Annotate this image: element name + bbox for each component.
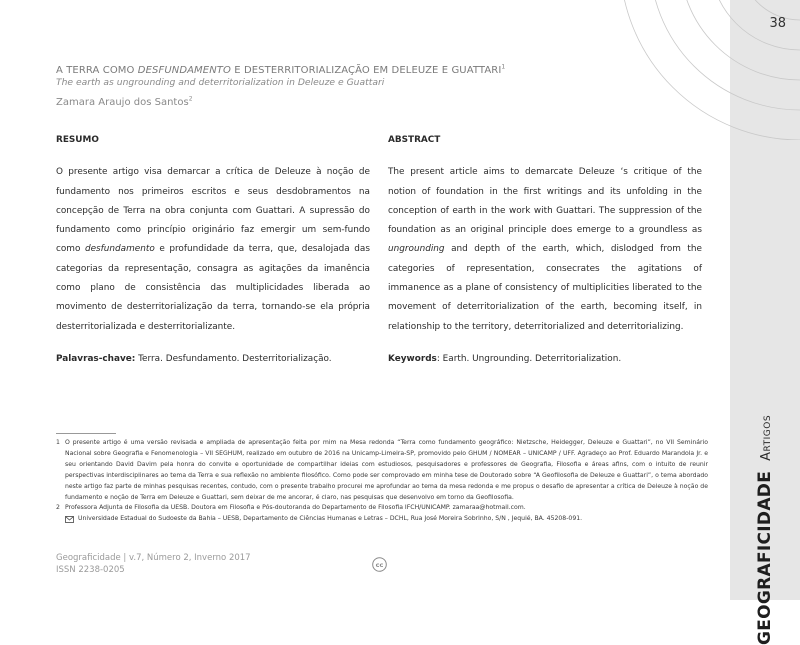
article-title-en: The earth as ungrounding and deterritorialization in Deleuze e Guattari bbox=[56, 77, 385, 88]
creative-commons-icon[interactable] bbox=[372, 557, 387, 572]
title-pt-italic: DESFUNDAMENTO bbox=[137, 65, 231, 76]
resumo-text-part2: e profundidade da terra, que, desalojada das categorias da representação, consagra as agitações da imanência como plano de consistência das multiplicidades liberada ao movimento de desterritorialização da terra, tornando-se ela própria desterritorializada e desterritorializante. bbox=[56, 244, 370, 332]
journal-issue-line: Geograficidade | v.7, Número 2, Inverno 2017 bbox=[56, 553, 251, 563]
abstract-heading: ABSTRACT bbox=[388, 135, 441, 145]
abstract-text-part2: and depth of the earth, which, dislodged from the categories of representation, consecrates the agitations of immanence as a plane of consistency of multiplicities liberated to the movement of deterritorialization of the earth, becoming itself, in relationship to the territory, deterritorialized and deterritorializing. bbox=[388, 244, 702, 332]
resumo-text bbox=[56, 163, 370, 337]
title-pt-part2: E DESTERRITORIALIZAÇÃO EM DELEUZE E GUATTARI bbox=[230, 65, 502, 76]
footnote-2-text: Professora Adjunta de Filosofia da UESB. Doutora em Filosofia e Pós-doutoranda do Departamento de Filosofia IFCH/UNICAMP. zamaraa@hotmail.com. bbox=[65, 504, 526, 512]
abstract-text-italic: ungrounding bbox=[388, 244, 445, 255]
title-pt-part1: A TERRA COMO bbox=[56, 65, 138, 76]
resumo-column bbox=[56, 131, 370, 369]
resumo-keywords-label: Palavras-chave: bbox=[56, 353, 136, 364]
footnote-rule bbox=[56, 433, 116, 434]
cc-badge-text: cc bbox=[375, 561, 384, 569]
footnote-2-address bbox=[56, 514, 708, 525]
footnote-1 bbox=[56, 438, 708, 503]
resumo-text-part1: O presente artigo visa demarcar a crítica de Deleuze à noção de fundamento nos primeiros escritos e seus desdobramentos na concepção de Terra na obra conjunta com Guattari. A supressão do fundamento como princípio originário faz emergir um sem-fundo como bbox=[56, 167, 370, 255]
title-footnote-marker: 1 bbox=[501, 63, 506, 71]
author-name bbox=[56, 97, 656, 108]
article-header bbox=[56, 65, 656, 108]
author-text: Zamara Araujo dos Santos bbox=[56, 97, 189, 108]
abstract-keywords-text: : Earth. Ungrounding. Deterritorialization. bbox=[436, 353, 622, 364]
abstract-text bbox=[388, 163, 702, 337]
abstract-keywords bbox=[388, 350, 702, 369]
journal-name: GEOGRAFICIDADE bbox=[755, 470, 775, 645]
resumo-keywords bbox=[56, 350, 370, 369]
envelope-icon bbox=[65, 516, 74, 523]
article-title-pt bbox=[56, 65, 656, 76]
footnotes bbox=[56, 438, 708, 525]
footnote-2-number: 2 bbox=[56, 504, 60, 512]
abstract-text-part1: The present article aims to demarcate Deleuze ‘s critique of the notion of foundation in the first writings and its unfolding in the conception of earth in the work with Guattari. The suppression of the foundation as an original principle does emerge to a groundless as bbox=[388, 167, 702, 236]
abstract-column bbox=[388, 131, 702, 369]
page-number: 38 bbox=[769, 16, 786, 31]
author-footnote-marker: 2 bbox=[188, 95, 193, 103]
resumo-text-italic: desfundamento bbox=[84, 244, 155, 255]
abstract-keywords-label: Keywords bbox=[388, 353, 437, 364]
footnote-2-address-text: Universidade Estadual do Sudoeste da Bahia – UESB, Departamento de Ciências Humanas e Letras – DCHL, Rua José Moreira Sobrinho, S/N , Jequié, BA. 45208-091. bbox=[78, 515, 583, 523]
journal-section-label bbox=[755, 415, 775, 645]
footnote-2 bbox=[56, 503, 708, 514]
resumo-heading: RESUMO bbox=[56, 135, 99, 145]
section-name: Artigos bbox=[759, 414, 774, 461]
footnote-1-number: 1 bbox=[56, 439, 60, 446]
footnote-1-text: O presente artigo é uma versão revisada e ampliada de apresentação feita por mim na Mesa redonda “Terra como fundamento geográfico: Nietzsche, Heidegger, Deleuze e Guattari”, no VII Seminário Nacional sobre Geografia e Fenomenologia – VII SEGHUM, realizado em outubro de 2016 na Unicamp-Limeira-SP, promovido pelo GHUM / NOMEAR – UNICAMP / UFF. Agradeço ao Prof. Eduardo Marandola Jr. e seu orientando David Davim pela honra do convite e oportunidade de compartilhar ideias com estudiosos, pesquisadores e professores de Geografia, Filosofia e áreas afins, com o intuito de reunir perspectivas interdisciplinares ao tema da Terra e sua reflexão no ambiente filosófico. Como pode ser comprovado em minha tese de Doutorado sobre “A Geofilosofia de Deleuze e Guattari”, o tema abordado neste artigo faz parte de minhas pesquisas recentes, contudo, com o presente trabalho procurei me aprofundar ao tema da mesa redonda e me propus o desafio de apresentar a crítica de Deleuze à noção de fundamento e noção de Terra em Deleuze e Guattari, sem deixar de me ancorar, é claro, nas pesquisas que desenvolvo em torno da Geofilosofia. bbox=[65, 439, 708, 501]
resumo-keywords-text: Terra. Desfundamento. Desterritorialização. bbox=[135, 353, 332, 364]
page-footer bbox=[56, 552, 251, 576]
issn: ISSN 2238-0205 bbox=[56, 565, 125, 575]
